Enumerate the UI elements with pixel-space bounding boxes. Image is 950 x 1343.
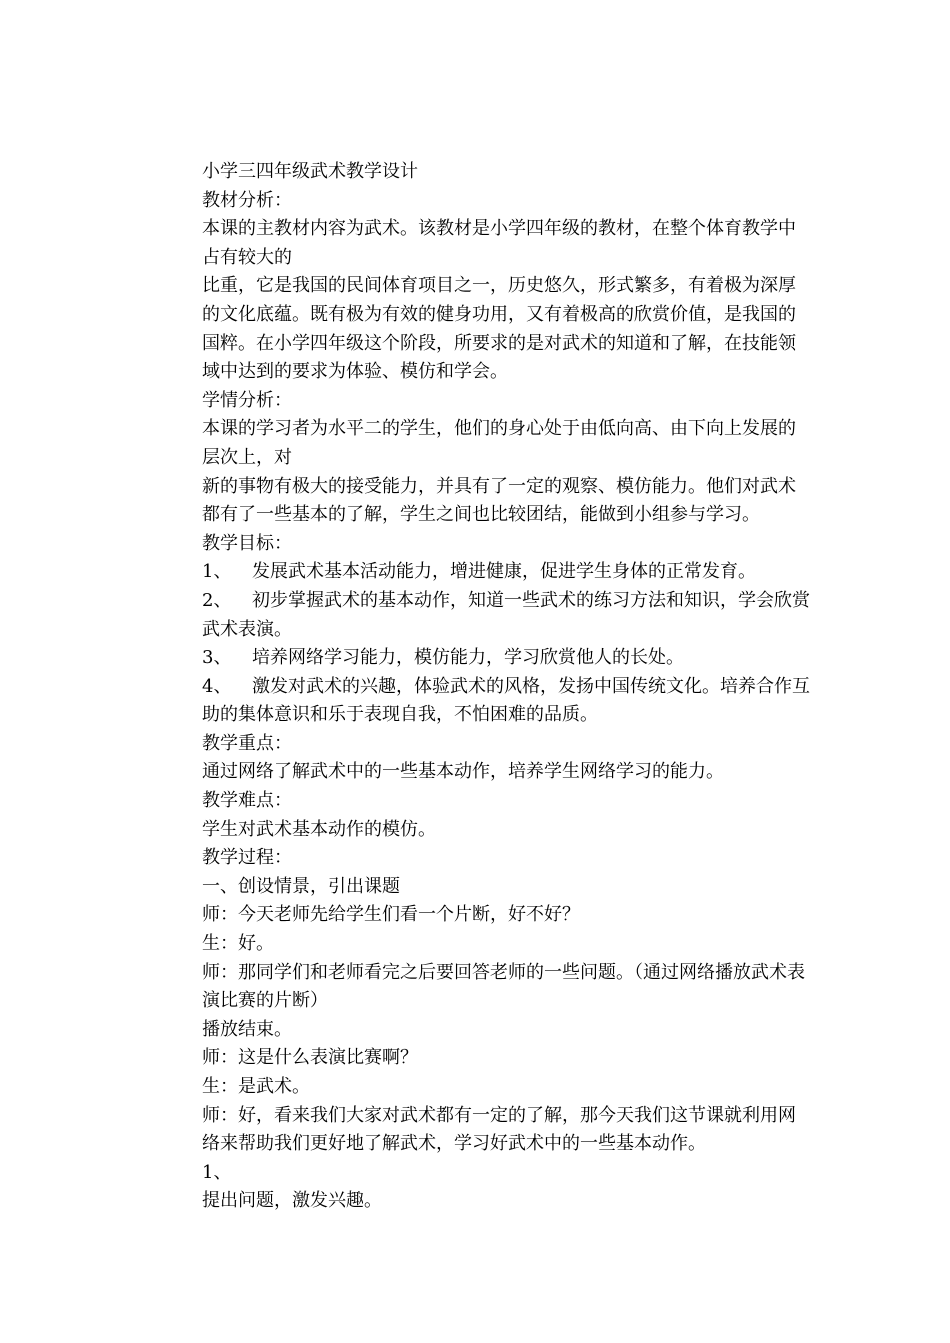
- document-body: [202, 158, 844, 1216]
- process-line: 师：那同学们和老师看完之后要回答老师的一些问题。（通过网络播放武术表: [202, 961, 805, 983]
- goal-number: 3、: [202, 647, 232, 669]
- textbook-line: 占有较大的: [202, 246, 292, 268]
- textbook-line: 的文化底蕴。既有极为有效的健身功用，又有着极高的欣赏价值，是我国的: [202, 303, 796, 325]
- focus-heading: 教学重点：: [202, 732, 292, 754]
- learner-line: 层次上，对: [202, 446, 292, 468]
- process-line: 师：好，看来我们大家对武术都有一定的了解，那今天我们这节课就利用网: [202, 1104, 796, 1126]
- textbook-line: 国粹。在小学四年级这个阶段，所要求的是对武术的知道和了解，在技能领: [202, 332, 796, 354]
- process-line: 络来帮助我们更好地了解武术，学习好武术中的一些基本动作。: [202, 1133, 706, 1155]
- learner-line: 都有了一些基本的了解，学生之间也比较团结，能做到小组参与学习。: [202, 504, 760, 526]
- goal-item: [202, 558, 844, 587]
- learner-line: 新的事物有极大的接受能力，并具有了一定的观察、模仿能力。他们对武术: [202, 475, 796, 497]
- goal-item: [202, 673, 844, 702]
- goal-text-continued: 助的集体意识和乐于表现自我，不怕困难的品质。: [202, 704, 598, 726]
- process-line: 提出问题，激发兴趣。: [202, 1190, 382, 1212]
- process-line: 师：这是什么表演比赛啊？: [202, 1047, 418, 1069]
- textbook-line: 域中达到的要求为体验、模仿和学会。: [202, 361, 508, 383]
- goal-text-continued: 武术表演。: [202, 618, 292, 640]
- process-line: 演比赛的片断）: [202, 990, 328, 1012]
- textbook-line: 本课的主教材内容为武术。该教材是小学四年级的教材，在整个体育教学中: [202, 218, 796, 240]
- goal-item: [202, 644, 844, 673]
- process-line: 生：好。: [202, 933, 274, 955]
- process-line: 生：是武术。: [202, 1076, 310, 1097]
- focus-text: 通过网络了解武术中的一些基本动作，培养学生网络学习的能力。: [202, 761, 724, 783]
- process-heading: 教学过程：: [202, 847, 292, 869]
- learner-line: 本课的学习者为水平二的学生，他们的身心处于由低向高、由下向上发展的: [202, 418, 796, 440]
- goals-heading: 教学目标：: [202, 532, 292, 554]
- difficulty-text: 学生对武术基本动作的模仿。: [202, 818, 436, 840]
- goal-text: 激发对武术的兴趣，体验武术的风格，发扬中国传统文化。培养合作互: [252, 675, 810, 697]
- goal-number: 2、: [202, 589, 232, 611]
- textbook-line: 比重，它是我国的民间体育项目之一，历史悠久，形式繁多，有着极为深厚: [202, 275, 796, 297]
- document-title: 小学三四年级武术教学设计: [202, 161, 418, 182]
- goal-number: 4、: [202, 675, 232, 697]
- learner-heading: 学情分析：: [202, 389, 292, 411]
- goal-text: 发展武术基本活动能力，增进健康，促进学生身体的正常发育。: [252, 561, 756, 583]
- goal-text: 初步掌握武术的基本动作，知道一些武术的练习方法和知识，学会欣赏: [252, 589, 810, 611]
- goal-text: 培养网络学习能力，模仿能力，学习欣赏他人的长处。: [252, 647, 684, 669]
- textbook-heading: 教材分析：: [202, 189, 292, 211]
- difficulty-heading: 教学难点：: [202, 790, 292, 812]
- goal-number: 1、: [202, 561, 232, 583]
- process-line: 师：今天老师先给学生们看一个片断，好不好？: [202, 904, 580, 926]
- process-line: 1、: [202, 1161, 232, 1183]
- process-line: 播放结束。: [202, 1018, 292, 1040]
- process-line: 一、创设情景，引出课题: [202, 875, 400, 897]
- goal-item: [202, 587, 844, 616]
